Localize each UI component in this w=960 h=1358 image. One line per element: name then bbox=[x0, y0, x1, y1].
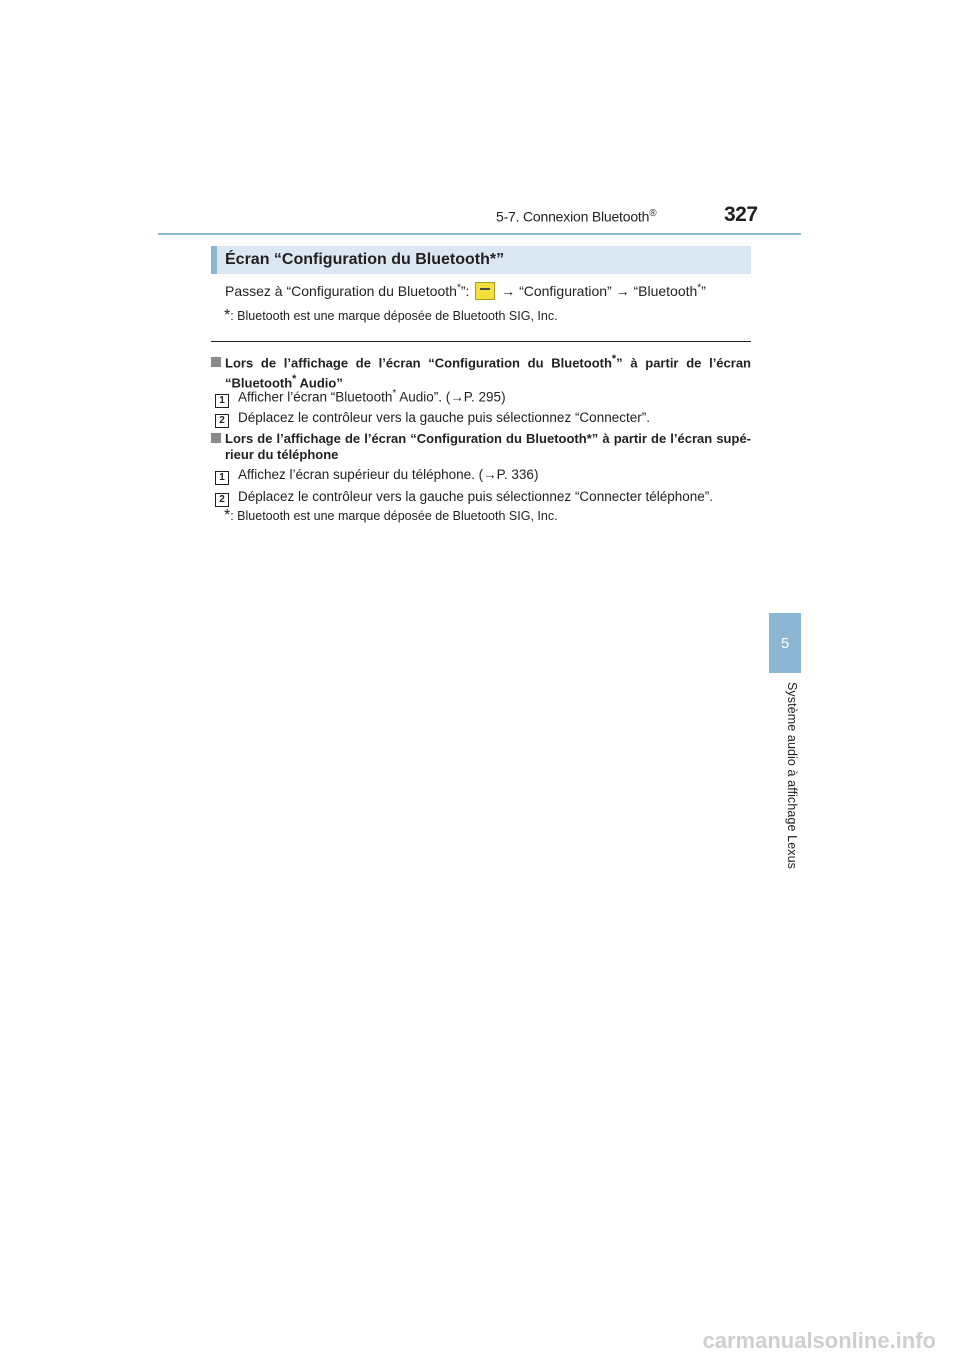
block1-title-star-2: * bbox=[292, 373, 297, 386]
note-top-star: * bbox=[224, 307, 231, 324]
instruction-star: * bbox=[456, 282, 461, 294]
divider bbox=[211, 341, 751, 342]
block2-step1-text: Affichez l’écran supérieur du téléphone. (→P. 336) bbox=[238, 467, 539, 482]
instruction-part3: → “Configuration” → “Bluetooth bbox=[497, 283, 698, 299]
step-number-badge: 1 bbox=[215, 394, 229, 408]
page-number: 327 bbox=[724, 203, 758, 226]
step-number-badge: 1 bbox=[215, 471, 229, 485]
step-number-badge: 2 bbox=[215, 493, 229, 507]
menu-icon bbox=[475, 282, 495, 300]
block2-title-1: Lors de l’affichage de l’écran “Configuration du Bluetooth*” à partir de l’écran supé- bbox=[225, 431, 751, 446]
block1-title-line1 bbox=[211, 351, 751, 371]
registered-mark: ® bbox=[649, 208, 657, 219]
section-title: Écran “Configuration du Bluetooth*” bbox=[211, 246, 751, 274]
block2-title-line1 bbox=[211, 431, 751, 447]
chapter-tab: 5 bbox=[769, 613, 801, 673]
block1-step2-text: Déplacez le contrôleur vers la gauche puis sélectionnez “Connecter”. bbox=[238, 410, 650, 425]
block2-step2 bbox=[215, 489, 713, 507]
block1-title-2a: “Bluetooth bbox=[225, 375, 293, 391]
instruction-star-2: * bbox=[697, 282, 702, 294]
block1-step1-star: * bbox=[392, 388, 397, 399]
instruction-part4: ” bbox=[701, 283, 706, 299]
instruction-part2: ”: bbox=[460, 283, 474, 299]
block2-step1 bbox=[215, 467, 538, 485]
block2-title bbox=[211, 431, 751, 463]
chapter-side-title: Système audio à affichage Lexus bbox=[785, 682, 799, 870]
block1-title-1a: Lors de l’affichage de l’écran “Configuration du Bluetooth bbox=[225, 355, 612, 371]
header-section bbox=[496, 208, 656, 225]
note-bottom bbox=[224, 507, 558, 525]
block1-step1-text-b: Audio”. (→P. 295) bbox=[396, 389, 506, 405]
instruction-line bbox=[225, 282, 706, 300]
note-top-text: : Bluetooth est une marque déposée de Bluetooth SIG, Inc. bbox=[230, 309, 558, 323]
block1-step2 bbox=[215, 410, 650, 428]
note-top bbox=[224, 307, 558, 325]
note-bottom-star: * bbox=[224, 507, 231, 524]
step-number-badge: 2 bbox=[215, 414, 229, 428]
note-bottom-text: : Bluetooth est une marque déposée de Bluetooth SIG, Inc. bbox=[230, 509, 558, 523]
block1-title bbox=[211, 351, 751, 392]
block1-title-2b: Audio” bbox=[296, 375, 343, 391]
block1-step1-text-a: Afficher l’écran “Bluetooth bbox=[238, 389, 393, 405]
block2-title-line2: rieur du téléphone bbox=[225, 447, 339, 462]
instruction-part1: Passez à “Configuration du Bluetooth bbox=[225, 283, 457, 299]
header-section-text: 5-7. Connexion Bluetooth bbox=[496, 208, 650, 225]
block1-step1 bbox=[215, 388, 506, 408]
block2-step2-text: Déplacez le contrôleur vers la gauche puis sélectionnez “Connecter téléphone”. bbox=[238, 489, 714, 504]
watermark: carmanualsonline.info bbox=[702, 1328, 936, 1353]
block1-title-star: * bbox=[611, 353, 617, 365]
header-rule bbox=[158, 233, 801, 235]
square-bullet-icon bbox=[211, 433, 221, 443]
block1-title-1b: ” à partir de l’écran bbox=[616, 355, 751, 371]
square-bullet-icon bbox=[211, 357, 221, 367]
